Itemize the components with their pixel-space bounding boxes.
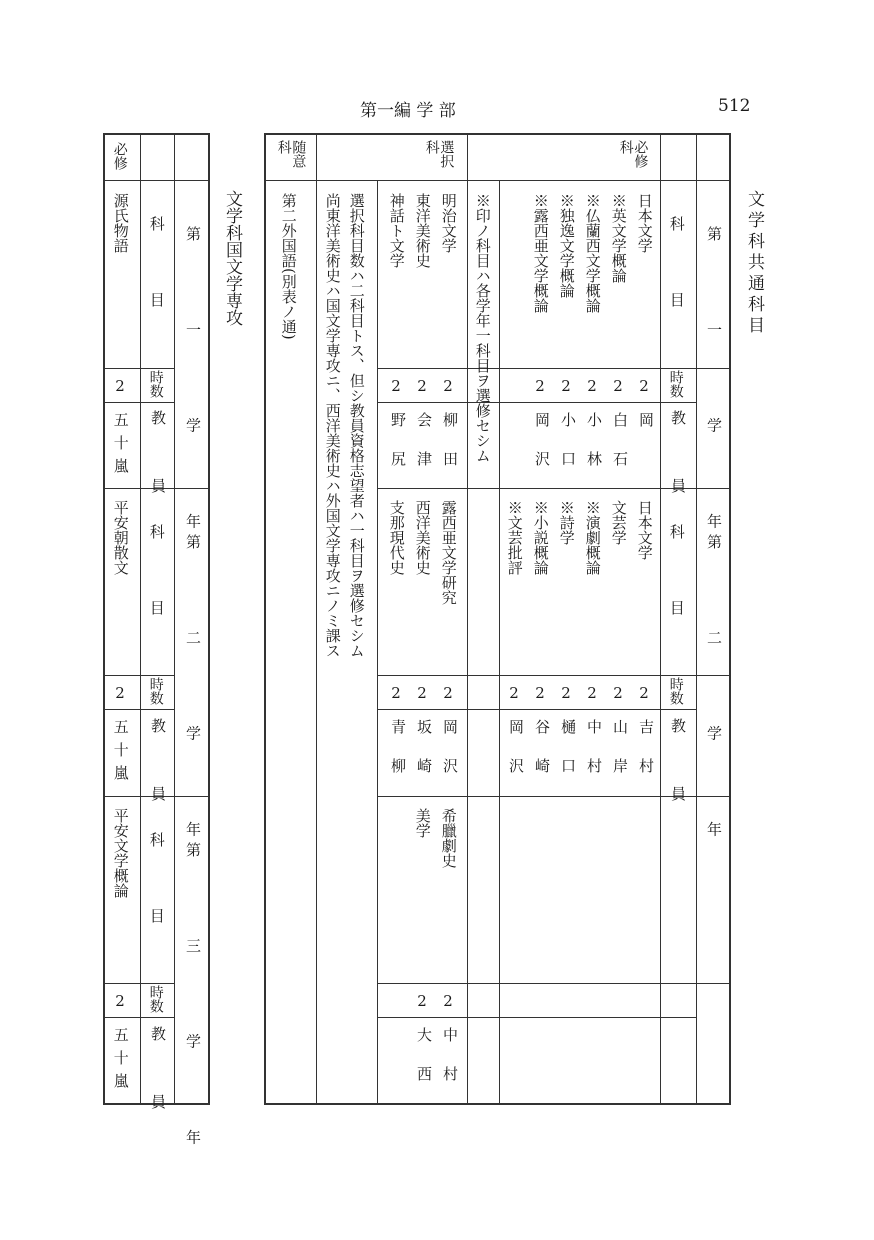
kokubun-label-teacher-2: 教 員 bbox=[149, 718, 167, 825]
label-subject-y1: 科 目 bbox=[667, 216, 686, 335]
sentaku-y2-teacher: 岡沢 bbox=[441, 719, 459, 797]
kokubun-subject-1: 源氏物語 bbox=[111, 193, 130, 253]
hisshu-y2-subject: ※文芸批評 bbox=[505, 500, 524, 575]
hisshu-y2-subject: 日本文学 bbox=[635, 500, 654, 560]
hisshu-y2-teacher: 吉村 bbox=[637, 719, 655, 797]
kokubun-teacher-2: 五十嵐 bbox=[111, 719, 130, 788]
sentaku-y2-teacher: 坂崎 bbox=[415, 719, 433, 797]
page-header bbox=[360, 96, 456, 121]
hisshu-y1-teacher: 岡沢 bbox=[533, 412, 551, 490]
sentaku-y1-subject: 明治文学 bbox=[439, 193, 458, 253]
hisshu-y2-teacher: 谷崎 bbox=[533, 719, 551, 797]
sentaku-y3-hours: 2 bbox=[417, 992, 427, 1010]
sentaku-y1-subject: 神話ト文学 bbox=[387, 193, 406, 268]
kokubun-label-hours-3: 時数 bbox=[147, 985, 164, 1013]
hisshu-y2-hours: 2 bbox=[613, 684, 623, 702]
sentaku-y3-subject: 希臘劇史 bbox=[439, 808, 458, 868]
header-title: 第一編 学 部 bbox=[360, 101, 456, 121]
sentaku-y2-subject: 西洋美術史 bbox=[413, 500, 432, 575]
sentaku-y1-teacher: 柳田 bbox=[441, 412, 459, 490]
hisshu-y1-teacher: 小口 bbox=[559, 412, 577, 490]
hisshu-note: ※印ノ科目ハ各学年一科目ヲ選修セシム bbox=[473, 193, 492, 463]
kokubun-year-3: 第 三 学 年 bbox=[184, 842, 202, 1183]
kokubun-label-subject-2: 科 目 bbox=[147, 524, 166, 643]
sentaku-y3-hours: 2 bbox=[443, 992, 453, 1010]
group-header-zuii: 随意科 bbox=[275, 140, 307, 168]
sentaku-note-2: 尚東洋美術史ハ国文学専攻ニ、西洋美術史ハ外国文学専攻ニノミ課ス bbox=[323, 193, 342, 658]
hisshu-y1-hours: 2 bbox=[561, 377, 571, 395]
kokubun-hours-3: 2 bbox=[115, 992, 125, 1010]
kokubun-label-teacher-1: 教 員 bbox=[149, 410, 167, 517]
group-header-sentaku: 選択科 bbox=[423, 140, 455, 168]
sentaku-y1-hours: 2 bbox=[391, 377, 401, 395]
hisshu-y2-teacher: 中村 bbox=[585, 719, 603, 797]
label-teacher-y1: 教 員 bbox=[669, 410, 687, 517]
sentaku-y3-teacher: 大西 bbox=[415, 1027, 433, 1105]
hisshu-y1-subject: ※英文学概論 bbox=[609, 193, 628, 283]
hisshu-y1-subject: ※独逸文学概論 bbox=[557, 193, 576, 298]
year-label-2: 第 二 学 年 bbox=[705, 534, 723, 875]
sentaku-y2-subject: 露西亜文学研究 bbox=[439, 500, 458, 605]
sentaku-y2-teacher: 青柳 bbox=[389, 719, 407, 797]
kokubun-subject-2: 平安朝散文 bbox=[111, 500, 130, 575]
kokubun-group-header: 必修 bbox=[111, 142, 128, 170]
kokubun-subject-3: 平安文学概論 bbox=[111, 808, 130, 898]
kokubun-label-teacher-3: 教 員 bbox=[149, 1026, 167, 1133]
hisshu-y1-hours: 2 bbox=[587, 377, 597, 395]
hisshu-y2-hours: 2 bbox=[535, 684, 545, 702]
group-header-hisshu: 必修科 bbox=[617, 140, 649, 168]
hisshu-y1-teacher: 小林 bbox=[585, 412, 603, 490]
kokubun-label-subject-1: 科 目 bbox=[147, 216, 166, 335]
label-hours-y2: 時数 bbox=[667, 677, 684, 705]
hisshu-y2-hours: 2 bbox=[639, 684, 649, 702]
hisshu-y2-teacher: 樋口 bbox=[559, 719, 577, 797]
label-subject-y2: 科 目 bbox=[667, 524, 686, 643]
sentaku-y3-teacher: 中村 bbox=[441, 1027, 459, 1105]
hisshu-y2-subject: ※詩学 bbox=[557, 500, 576, 545]
sentaku-y1-hours: 2 bbox=[443, 377, 453, 395]
sentaku-y2-hours: 2 bbox=[417, 684, 427, 702]
section-title-common: 文学科共通科目 bbox=[744, 190, 765, 337]
section-title-kokubun: 文学科国文学専攻 bbox=[222, 190, 243, 326]
page-number: 512 bbox=[718, 96, 751, 116]
sentaku-note-1: 選択科目数ハ二科目トス、但シ教員資格志望者ハ一科目ヲ選修セシム bbox=[347, 193, 366, 658]
hisshu-y1-teacher: 岡 bbox=[637, 412, 655, 451]
sentaku-y3-subject: 美学 bbox=[413, 808, 432, 838]
sentaku-y1-hours: 2 bbox=[417, 377, 427, 395]
hisshu-y2-subject: ※小説概論 bbox=[531, 500, 550, 575]
hisshu-y1-subject: ※仏蘭西文学概論 bbox=[583, 193, 602, 313]
hisshu-y2-hours: 2 bbox=[587, 684, 597, 702]
hisshu-y2-teacher: 山岸 bbox=[611, 719, 629, 797]
kokubun-label-hours-2: 時数 bbox=[147, 677, 164, 705]
year-label-1: 第 一 学 年 bbox=[705, 226, 723, 567]
kokubun-teacher-1: 五十嵐 bbox=[111, 412, 130, 481]
sentaku-y2-hours: 2 bbox=[443, 684, 453, 702]
hisshu-y1-teacher: 白石 bbox=[611, 412, 629, 490]
hisshu-y2-subject: ※演劇概論 bbox=[583, 500, 602, 575]
hisshu-y1-hours: 2 bbox=[535, 377, 545, 395]
kokubun-year-2: 第 二 学 年 bbox=[184, 534, 202, 875]
hisshu-y2-hours: 2 bbox=[561, 684, 571, 702]
kokubun-label-hours-1: 時数 bbox=[147, 370, 164, 398]
zuii-subject: 第二外国語(別表ノ通) bbox=[279, 193, 298, 340]
label-teacher-y2: 教 員 bbox=[669, 718, 687, 825]
sentaku-y2-hours: 2 bbox=[391, 684, 401, 702]
sentaku-y1-teacher: 会津 bbox=[415, 412, 433, 490]
hisshu-y2-hours: 2 bbox=[509, 684, 519, 702]
hisshu-y1-hours: 2 bbox=[613, 377, 623, 395]
kokubun-label-subject-3: 科 目 bbox=[147, 832, 166, 951]
hisshu-y1-subject: ※露西亜文学概論 bbox=[531, 193, 550, 313]
kokubun-teacher-3: 五十嵐 bbox=[111, 1027, 130, 1096]
label-hours-y1: 時数 bbox=[667, 370, 684, 398]
sentaku-y1-teacher: 野尻 bbox=[389, 412, 407, 490]
kokubun-hours-2: 2 bbox=[115, 684, 125, 702]
hisshu-y2-teacher: 岡沢 bbox=[507, 719, 525, 797]
sentaku-y2-subject: 支那現代史 bbox=[387, 500, 406, 575]
hisshu-y1-hours: 2 bbox=[639, 377, 649, 395]
sentaku-y1-subject: 東洋美術史 bbox=[413, 193, 432, 268]
hisshu-y1-subject: 日本文学 bbox=[635, 193, 654, 253]
kokubun-year-1: 第 一 学 年 bbox=[184, 226, 202, 567]
hisshu-y2-subject: 文芸学 bbox=[609, 500, 628, 545]
kokubun-hours-1: 2 bbox=[115, 377, 125, 395]
